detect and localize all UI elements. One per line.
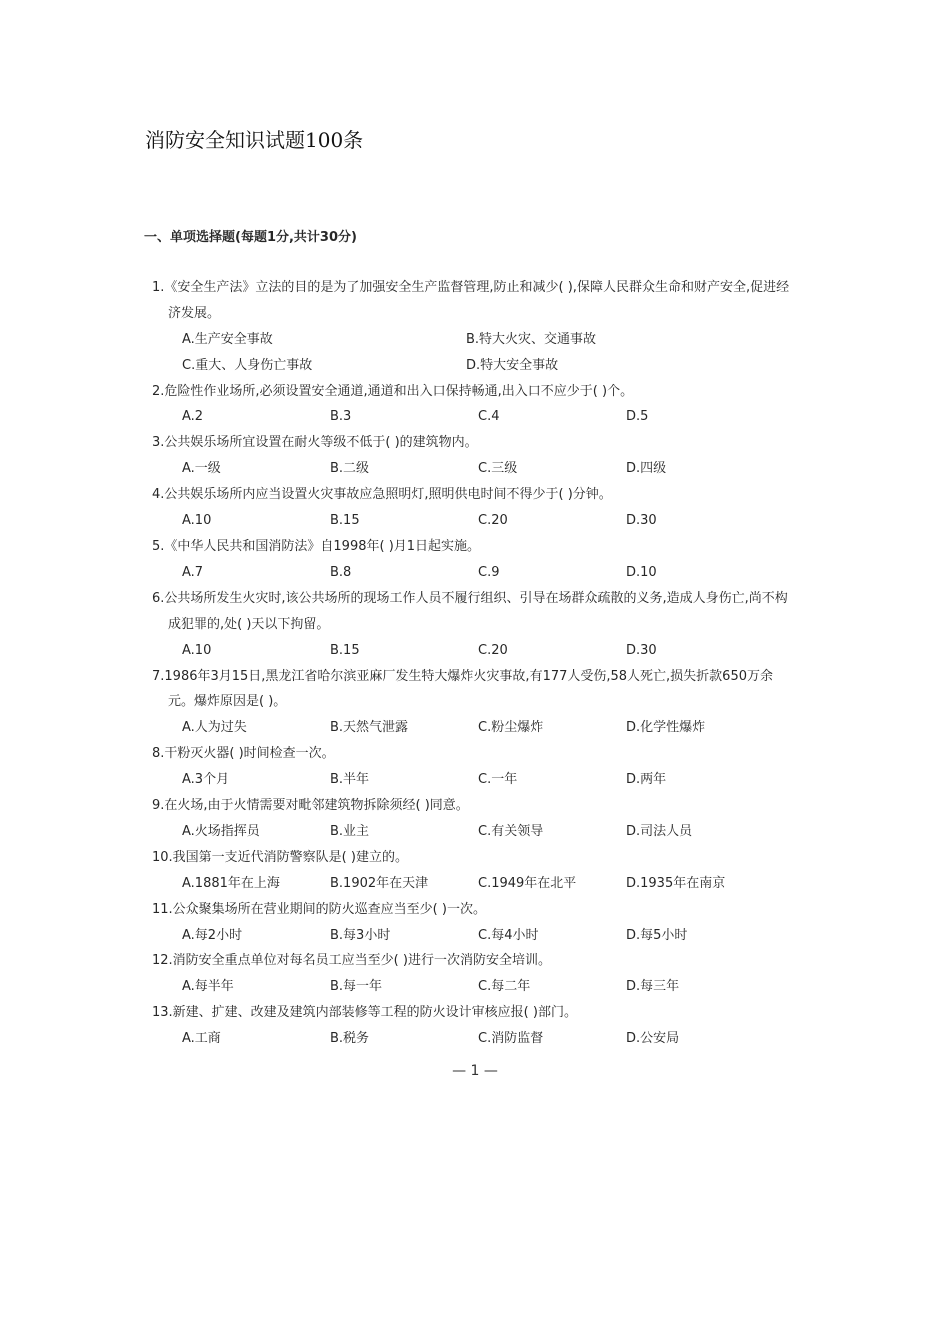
option-c: C.有关领导 <box>478 823 544 839</box>
option-b: B.半年 <box>330 772 370 788</box>
question-text: 7.1986年3月15日,黑龙江省哈尔滨亚麻厂发生特大爆炸火灾事故,有177人受伤,58人死亡,损失折款650万余元。爆炸原因是( )。 <box>152 668 773 710</box>
options-row <box>140 638 800 664</box>
option-a: A.7 <box>182 564 204 580</box>
options-row <box>140 353 800 379</box>
option-b: B.15 <box>330 642 360 658</box>
option-b: B.每3小时 <box>330 927 391 943</box>
question-5 <box>140 534 800 586</box>
question-6 <box>140 586 800 664</box>
option-a: A.火场指挥员 <box>182 823 260 839</box>
option-c: C.4 <box>478 409 500 425</box>
question-text: 3.公共娱乐场所宜设置在耐火等级不低于( )的建筑物内。 <box>152 435 478 451</box>
option-b: B.3 <box>330 409 352 425</box>
option-d: D.30 <box>626 513 657 529</box>
option-a: A.1881年在上海 <box>182 875 280 891</box>
option-d: D.司法人员 <box>626 823 693 839</box>
option-b: B.天然气泄露 <box>330 720 409 736</box>
question-7 <box>140 664 800 742</box>
option-a: A.生产安全事故 <box>182 331 273 347</box>
question-text: 6.公共场所发生火灾时,该公共场所的现场工作人员不履行组织、引导在场群众疏散的义务,造成人身伤亡,尚不构成犯罪的,处( )天以下拘留。 <box>152 590 788 632</box>
question-text: 11.公众聚集场所在营业期间的防火巡查应当至少( )一次。 <box>152 901 486 917</box>
document-title: 消防安全知识试题100条 <box>145 128 364 152</box>
option-d: D.5 <box>626 409 649 425</box>
option-d: D.10 <box>626 564 657 580</box>
question-13 <box>140 1000 800 1052</box>
option-b: B.税务 <box>330 1031 370 1047</box>
options-row <box>140 560 800 586</box>
option-b: B.特大火灾、交通事故 <box>466 331 597 347</box>
question-text: 8.干粉灭火器( )时间检查一次。 <box>152 746 335 762</box>
option-b: B.15 <box>330 513 360 529</box>
option-c: C.9 <box>478 564 500 580</box>
option-c: C.每4小时 <box>478 927 539 943</box>
option-c: C.粉尘爆炸 <box>478 720 544 736</box>
page-number: — 1 — <box>452 1063 498 1079</box>
question-2 <box>140 379 800 431</box>
option-b: B.二级 <box>330 461 370 477</box>
options-row <box>140 1026 800 1052</box>
question-text: 5.《中华人民共和国消防法》自1998年( )月1日起实施。 <box>152 538 481 554</box>
options-row <box>140 923 800 949</box>
question-12 <box>140 948 800 1000</box>
option-c: C.20 <box>478 642 508 658</box>
options-row <box>140 871 800 897</box>
question-1 <box>140 275 800 379</box>
question-11 <box>140 897 800 949</box>
option-a: A.2 <box>182 409 204 425</box>
question-4 <box>140 482 800 534</box>
option-a: A.10 <box>182 642 212 658</box>
option-a: A.一级 <box>182 461 221 477</box>
option-d: D.四级 <box>626 461 667 477</box>
option-c: C.重大、人身伤亡事故 <box>182 357 313 373</box>
question-text: 9.在火场,由于火情需要对毗邻建筑物拆除须经( )同意。 <box>152 798 469 814</box>
question-text: 1.《安全生产法》立法的目的是为了加强安全生产监督管理,防止和减少( ),保障人民群众生命和财产安全,促进经济发展。 <box>152 279 790 321</box>
option-a: A.人为过失 <box>182 720 247 736</box>
question-9 <box>140 793 800 845</box>
option-c: C.1949年在北平 <box>478 875 577 891</box>
option-d: D.特大安全事故 <box>466 357 559 373</box>
option-d: D.每三年 <box>626 979 680 995</box>
option-d: D.每5小时 <box>626 927 688 943</box>
question-text: 4.公共娱乐场所内应当设置火灾事故应急照明灯,照明供电时间不得少于( )分钟。 <box>152 487 612 503</box>
question-8 <box>140 741 800 793</box>
option-c: C.一年 <box>478 772 518 788</box>
option-c: C.20 <box>478 513 508 529</box>
options-row <box>140 508 800 534</box>
option-b: B.1902年在天津 <box>330 875 429 891</box>
option-d: D.化学性爆炸 <box>626 720 706 736</box>
option-c: C.每二年 <box>478 979 531 995</box>
option-b: B.8 <box>330 564 352 580</box>
question-3 <box>140 430 800 482</box>
option-a: A.每2小时 <box>182 927 243 943</box>
question-text: 10.我国第一支近代消防警察队是( )建立的。 <box>152 849 408 865</box>
option-a: A.每半年 <box>182 979 234 995</box>
option-c: C.三级 <box>478 461 518 477</box>
option-c: C.消防监督 <box>478 1031 544 1047</box>
options-row <box>140 404 800 430</box>
options-row <box>140 327 800 353</box>
option-d: D.1935年在南京 <box>626 875 726 891</box>
question-text: 12.消防安全重点单位对每名员工应当至少( )进行一次消防安全培训。 <box>152 953 551 969</box>
option-a: A.3个月 <box>182 772 230 788</box>
options-row <box>140 819 800 845</box>
question-text: 13.新建、扩建、改建及建筑内部装修等工程的防火设计审核应报( )部门。 <box>152 1005 577 1021</box>
section-heading: 一、单项选择题(每题1分,共计30分) <box>144 230 357 245</box>
option-a: A.10 <box>182 513 212 529</box>
option-a: A.工商 <box>182 1031 221 1047</box>
option-d: D.两年 <box>626 772 667 788</box>
option-d: D.公安局 <box>626 1031 680 1047</box>
options-row <box>140 767 800 793</box>
options-row <box>140 974 800 1000</box>
option-d: D.30 <box>626 642 657 658</box>
options-row <box>140 456 800 482</box>
question-10 <box>140 845 800 897</box>
options-row <box>140 715 800 741</box>
scanned-exam-page <box>140 225 800 1052</box>
question-text: 2.危险性作业场所,必须设置安全通道,通道和出入口保持畅通,出入口不应少于( )个。 <box>152 383 634 399</box>
option-b: B.业主 <box>330 823 370 839</box>
option-b: B.每一年 <box>330 979 383 995</box>
